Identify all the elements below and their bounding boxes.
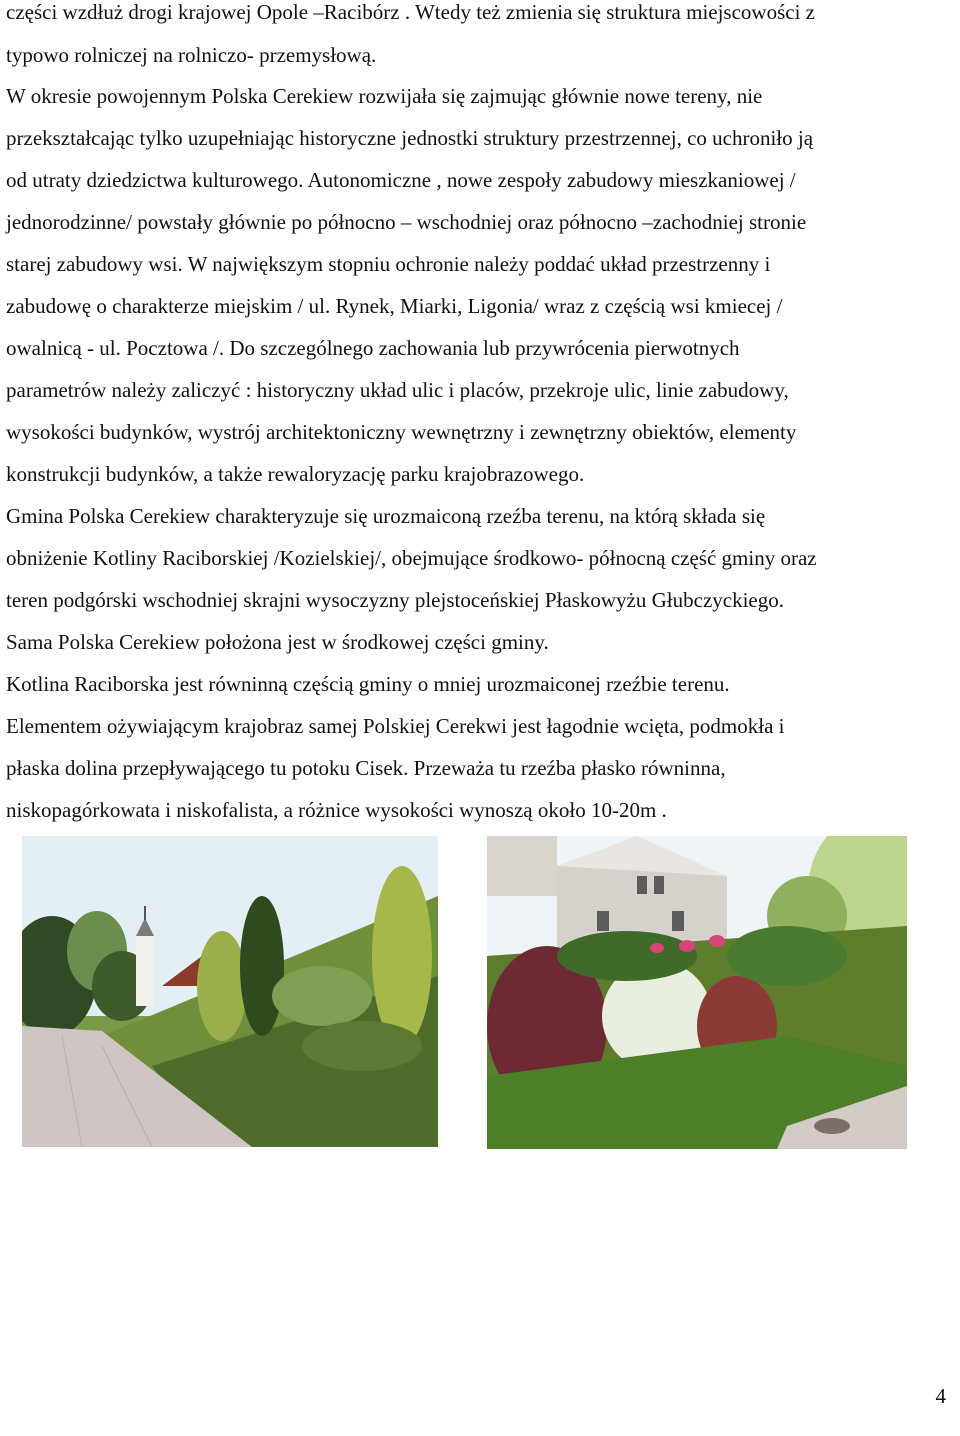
page-number: 4 — [935, 1384, 946, 1408]
text-line: starej zabudowy wsi. W największym stopniu ochronie należy poddać układ przestrzenny i — [6, 252, 771, 276]
text-line: płaska dolina przepływającego tu potoku Cisek. Przeważa tu rzeźba płasko równinna, — [6, 756, 726, 780]
text-line: przekształcając tylko uzupełniając historyczne jednostki struktury przestrzennej, co uchroniło ją — [6, 126, 814, 150]
text-line: Elementem ożywiającym krajobraz samej Polskiej Cerekwi jest łagodnie wcięta, podmokła i — [6, 714, 785, 738]
photo-house-shrubs — [487, 836, 907, 1149]
text-line: teren podgórski wschodniej skrajni wysoczyzny plejstoceńskiej Płaskowyżu Głubczyckiego. — [6, 588, 784, 612]
text-line: od utraty dziedzictwa kulturowego. Autonomiczne , nowe zespoły zabudowy mieszkaniowej / — [6, 168, 796, 192]
text-line: części wzdłuż drogi krajowej Opole –Racibórz . Wtedy też zmienia się struktura miejscowości z — [6, 0, 815, 24]
text-line: owalnicą - ul. Pocztowa /. Do szczególnego zachowania lub przywrócenia pierwotnych — [6, 336, 740, 360]
text-line: konstrukcji budynków, a także rewaloryzację parku krajobrazowego. — [6, 462, 585, 486]
text-line: typowo rolniczej na rolniczo- przemysłową. — [6, 43, 377, 67]
text-line: obniżenie Kotliny Raciborskiej /Kozielskiej/, obejmujące środkowo- północną część gminy oraz — [6, 546, 817, 570]
text-line: wysokości budynków, wystrój architektoniczny wewnętrzny i zewnętrzny obiektów, elementy — [6, 420, 797, 444]
photo-house-shrubs-image — [487, 836, 907, 1149]
photo-road-church — [22, 836, 438, 1147]
text-line: Gmina Polska Cerekiew charakteryzuje się urozmaiconą rzeźba terenu, na którą składa się — [6, 504, 766, 528]
text-line: W okresie powojennym Polska Cerekiew rozwijała się zajmując głównie nowe tereny, nie — [6, 84, 763, 108]
text-line: zabudowę o charakterze miejskim / ul. Rynek, Miarki, Ligonia/ wraz z częścią wsi kmiecej / — [6, 294, 783, 318]
text-line: niskopagórkowata i niskofalista, a różnice wysokości wynoszą około 10-20m . — [6, 798, 667, 822]
text-line: Kotlina Raciborska jest równinną częścią gminy o mniej urozmaiconej rzeźbie terenu. — [6, 672, 730, 696]
text-line: Sama Polska Cerekiew położona jest w środkowej części gminy. — [6, 630, 549, 654]
text-line: jednorodzinne/ powstały głównie po północno – wschodniej oraz północno –zachodniej stronie — [6, 210, 807, 234]
text-line: parametrów należy zaliczyć : historyczny układ ulic i placów, przekroje ulic, linie zabudowy, — [6, 378, 789, 402]
photo-road-church-image — [22, 836, 438, 1147]
